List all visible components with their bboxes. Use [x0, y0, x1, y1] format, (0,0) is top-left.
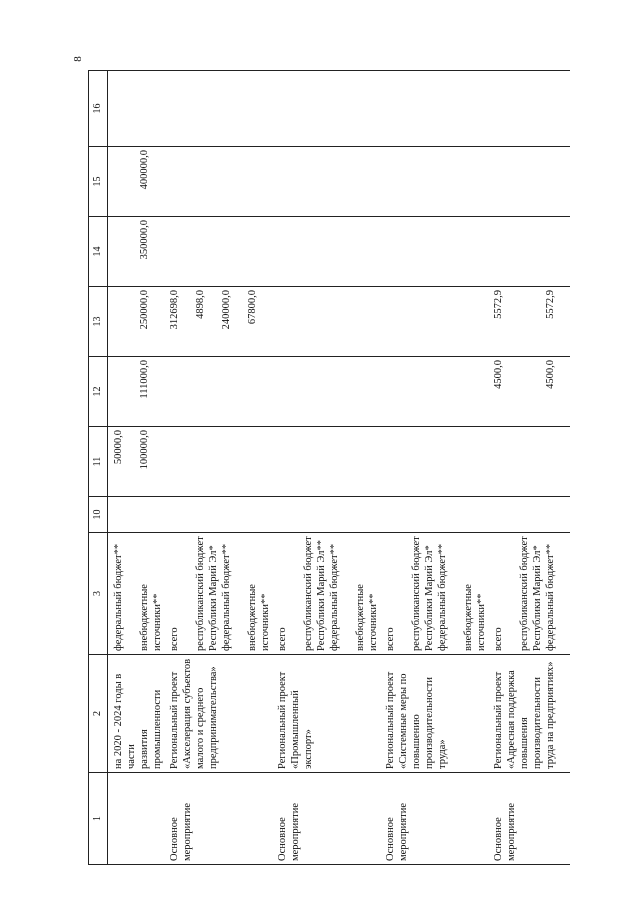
value-cell: [410, 360, 436, 423]
value-cell: 67800,0: [247, 290, 258, 325]
value-cell: [518, 290, 544, 353]
value-cell: [384, 220, 410, 283]
funding-source-cell: [380, 533, 488, 655]
value-cell: [112, 500, 138, 529]
column-header: 15: [89, 147, 108, 217]
row-type: Основное мероприятие: [385, 803, 409, 861]
value-cell: 312698,0: [169, 290, 180, 330]
table-row: [380, 71, 488, 865]
funding-source-label: внебюджетные источники**: [247, 584, 271, 651]
value-cell: [518, 360, 544, 423]
value-column: [272, 287, 380, 357]
page-number: 8: [72, 56, 84, 62]
value-cell: [328, 290, 354, 353]
funding-source-label: внебюджетные источники**: [139, 584, 163, 651]
value-cell: [168, 220, 194, 283]
value-cell: [194, 220, 220, 283]
row-type-cell: [164, 773, 272, 865]
value-cell: [384, 430, 410, 493]
value-column: [380, 147, 488, 217]
value-cell: [328, 430, 354, 493]
value-column: [272, 427, 380, 497]
value-column: [108, 217, 165, 287]
funding-source-label: федеральный бюджет**: [221, 543, 232, 651]
table-row: [164, 71, 272, 865]
table-body: [108, 71, 571, 865]
funding-source-label: республиканский бюджет Республики Марий Эл*: [195, 536, 219, 651]
value-cell: [168, 500, 194, 529]
value-column: [108, 497, 165, 533]
value-column: [380, 217, 488, 287]
value-cell: [328, 500, 354, 529]
value-cell: [436, 290, 462, 353]
funding-source-label: федеральный бюджет**: [329, 543, 340, 651]
value-cell: [112, 290, 138, 353]
value-cell: [354, 290, 380, 353]
value-cell: [544, 430, 570, 493]
budget-table: [88, 70, 570, 865]
value-cell: [436, 220, 462, 283]
value-cell: [518, 150, 544, 213]
value-cell: 111000,0: [139, 360, 150, 399]
value-column: [488, 357, 570, 427]
value-cell: [194, 360, 220, 423]
value-cell: [462, 360, 488, 423]
column-header: 2: [89, 655, 108, 773]
funding-source-label: всего: [493, 627, 504, 651]
value-cell: [544, 220, 570, 283]
value-column: [108, 427, 165, 497]
value-column: [108, 287, 165, 357]
value-cell: [220, 430, 246, 493]
value-column: [380, 357, 488, 427]
value-cell: [410, 500, 436, 529]
value-cell: [112, 150, 138, 213]
value-cell: [518, 430, 544, 493]
value-cell: [384, 360, 410, 423]
value-cell: [518, 500, 544, 529]
value-column: [108, 147, 165, 217]
value-cell: [194, 500, 220, 529]
column-header: 10: [89, 497, 108, 533]
value-cell: [246, 150, 272, 213]
funding-source-cell: [272, 533, 380, 655]
value-column: [488, 217, 570, 287]
value-cell: [462, 220, 488, 283]
value-column: [380, 497, 488, 533]
value-cell: [302, 500, 328, 529]
funding-source-label: всего: [277, 627, 288, 651]
header-row: [89, 71, 108, 865]
value-column: [164, 147, 272, 217]
value-cell: [112, 360, 138, 423]
row-type-cell: [488, 773, 570, 865]
value-column: [272, 497, 380, 533]
value-column: [164, 427, 272, 497]
value-cell: [410, 290, 436, 353]
funding-source-label: республиканский бюджет Республики Марий Эл*: [411, 536, 435, 651]
value-cell: [462, 430, 488, 493]
value-cell: [354, 360, 380, 423]
value-cell: 100000,0: [139, 430, 150, 470]
row-name-cell: [108, 655, 165, 773]
value-cell: [276, 290, 302, 353]
value-cell: 400000,0: [139, 150, 150, 190]
value-cell: [168, 360, 194, 423]
value-cell: [276, 500, 302, 529]
value-column: [164, 287, 272, 357]
value-cell: [220, 150, 246, 213]
value-cell: [302, 430, 328, 493]
value-cell: 250000,0: [139, 290, 150, 330]
value-cell: [410, 430, 436, 493]
value-cell: [492, 220, 518, 283]
column-header: 14: [89, 217, 108, 287]
value-column: [380, 427, 488, 497]
table-row: [488, 71, 570, 865]
value-cell: [436, 150, 462, 213]
value-cell: [302, 290, 328, 353]
row-type: Основное мероприятие: [277, 803, 301, 861]
column-header: 3: [89, 533, 108, 655]
column-header: 1: [89, 773, 108, 865]
value-cell: [384, 150, 410, 213]
value-cell: [246, 220, 272, 283]
value-cell: [220, 220, 246, 283]
value-cell: 4500,0: [493, 360, 504, 389]
row-name-line: Региональный проект «Промышленный экспорт»: [277, 671, 314, 769]
row-name-cell: [380, 655, 488, 773]
value-cell: [220, 500, 246, 529]
row-type: Основное мероприятие: [493, 803, 517, 861]
funding-source-cell: [488, 533, 570, 655]
value-cell: [220, 360, 246, 423]
value-cell: [246, 500, 272, 529]
value-cell: [354, 500, 380, 529]
value-cell: [492, 430, 518, 493]
value-cell: [328, 150, 354, 213]
value-column: [164, 497, 272, 533]
value-column: [164, 71, 272, 147]
funding-source-label: внебюджетные источники**: [463, 584, 487, 651]
table-row: [108, 71, 165, 865]
row-name-cell: [164, 655, 272, 773]
value-cell: 240000,0: [221, 290, 232, 330]
funding-source-label: внебюджетные источники**: [355, 584, 379, 651]
value-column: [488, 147, 570, 217]
column-header: 11: [89, 427, 108, 497]
value-cell: [354, 150, 380, 213]
value-cell: [194, 430, 220, 493]
value-column: [272, 71, 380, 147]
value-cell: [492, 150, 518, 213]
column-header: 12: [89, 357, 108, 427]
row-name-cell: [488, 655, 570, 773]
value-column: [272, 357, 380, 427]
value-cell: [518, 220, 544, 283]
value-cell: [302, 150, 328, 213]
value-column: [488, 427, 570, 497]
value-column: [488, 497, 570, 533]
value-cell: [302, 360, 328, 423]
value-cell: [112, 220, 138, 283]
value-cell: [194, 150, 220, 213]
value-cell: [276, 220, 302, 283]
row-name-line: Региональный проект «Адресная поддержка повышения производительности труда на предприятиях»: [493, 661, 556, 769]
row-name-line: на 2020 - 2024 годы в части: [113, 673, 137, 769]
value-column: [488, 71, 570, 147]
value-cell: [328, 360, 354, 423]
row-type-cell: [272, 773, 380, 865]
table-row: [272, 71, 380, 865]
value-cell: [436, 500, 462, 529]
value-cell: [462, 290, 488, 353]
value-column: [108, 71, 165, 147]
row-type-cell: [108, 773, 165, 865]
value-cell: [276, 150, 302, 213]
value-column: [380, 71, 488, 147]
row-type-cell: [380, 773, 488, 865]
value-cell: [276, 430, 302, 493]
value-column: [272, 147, 380, 217]
value-cell: [544, 500, 570, 529]
value-cell: [302, 220, 328, 283]
value-cell: 4898,0: [195, 290, 206, 319]
value-cell: [276, 360, 302, 423]
row-name-line: Региональный проект «Системные меры по повышению производительности труда»: [385, 671, 448, 769]
value-cell: 4500,0: [545, 360, 556, 389]
value-cell: [354, 220, 380, 283]
value-cell: [138, 500, 164, 529]
row-name-cell: [272, 655, 380, 773]
value-column: [488, 287, 570, 357]
value-cell: [384, 290, 410, 353]
column-header: 16: [89, 71, 108, 147]
funding-source-label: всего: [385, 627, 396, 651]
funding-source-label: республиканский бюджет Республики Марий Эл*: [519, 536, 543, 651]
value-cell: 5572,9: [493, 290, 504, 319]
funding-source-label: федеральный бюджет**: [113, 543, 124, 651]
funding-source-label: всего: [169, 627, 180, 651]
value-cell: [328, 220, 354, 283]
value-column: [108, 357, 165, 427]
value-cell: [246, 360, 272, 423]
value-column: [164, 357, 272, 427]
value-cell: [436, 360, 462, 423]
value-cell: 350000,0: [139, 220, 150, 260]
value-cell: [246, 430, 272, 493]
funding-source-label: федеральный бюджет**: [545, 543, 556, 651]
funding-source-cell: [108, 533, 165, 655]
funding-source-label: федеральный бюджет**: [437, 543, 448, 651]
column-header: 13: [89, 287, 108, 357]
value-cell: [544, 150, 570, 213]
value-cell: [462, 500, 488, 529]
row-type: Основное мероприятие: [169, 803, 193, 861]
value-column: [164, 217, 272, 287]
row-name-line: Региональный проект «Акселерация субъектов малого и среднего предпринимательства»: [169, 658, 219, 769]
value-cell: 5572,9: [545, 290, 556, 319]
value-cell: [410, 220, 436, 283]
value-cell: [462, 150, 488, 213]
value-cell: [168, 430, 194, 493]
value-cell: 50000,0: [113, 430, 124, 465]
row-name-line: развития промышленности: [139, 689, 163, 769]
value-column: [380, 287, 488, 357]
value-cell: [410, 150, 436, 213]
value-column: [272, 217, 380, 287]
funding-source-label: республиканский бюджет Республики Марий Эл**: [303, 536, 327, 651]
value-cell: [492, 500, 518, 529]
value-cell: [384, 500, 410, 529]
value-cell: [354, 430, 380, 493]
value-cell: [436, 430, 462, 493]
value-cell: [168, 150, 194, 213]
funding-source-cell: [164, 533, 272, 655]
